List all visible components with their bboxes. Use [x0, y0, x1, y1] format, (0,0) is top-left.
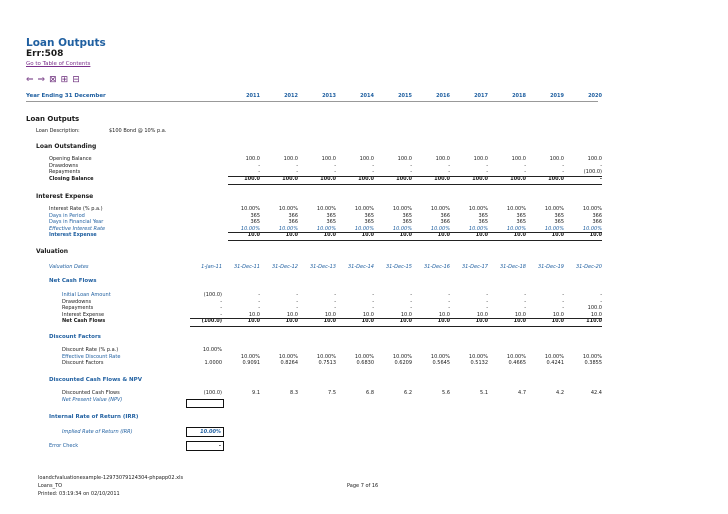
loan-outstanding-row-value: 100.0 [244, 175, 260, 182]
net-cash-flow-row-value: - [220, 305, 222, 311]
loan-outstanding-row-value: 100.0 [396, 175, 412, 182]
net-cash-flow-row-value: - [486, 292, 488, 298]
loan-outstanding-row-value: 100.0 [473, 156, 488, 162]
valuation-date-cell: 31-Dec-18 [499, 264, 526, 270]
dcf-row-value: 5.1 [480, 390, 488, 396]
net-cash-flow-row-value: (100.0) [203, 292, 222, 298]
net-cash-flow-row-value: 10.0 [285, 318, 298, 324]
interest-expense-row-value: 10.00% [392, 206, 412, 212]
footer-filename: loandcfvaluationexample-12973079124304-phpapp02.xls [38, 475, 184, 481]
net-cash-flow-row-value: - [600, 298, 602, 305]
dcf-row-value: 6.2 [404, 390, 412, 396]
interest-expense-row-value: 10.00% [468, 225, 488, 232]
interest-expense-row-value: 365 [326, 219, 336, 225]
net-cash-flow-row-value: - [448, 292, 450, 298]
interest-expense-row-value: 10.00% [506, 206, 526, 212]
grid-icon[interactable]: ⊞ [60, 75, 69, 85]
discount-factor-row-value: 10.00% [240, 353, 260, 360]
interest-expense-row-value: 10.00% [544, 206, 564, 212]
valuation-date-cell: 31-Dec-16 [423, 264, 450, 270]
net-cash-flow-row-value: (100.0) [201, 318, 222, 324]
loan-outstanding-row-value: - [334, 162, 336, 169]
net-cash-flow-row-value: 10.0 [400, 311, 412, 318]
net-cash-flow-row-value: - [562, 292, 564, 298]
discount-factor-row-value: 0.5132 [470, 360, 488, 366]
interest-expense-row-value: 10.0 [361, 232, 374, 238]
year-header-cell: 2020 [588, 93, 602, 99]
year-header-cell: 2016 [436, 93, 450, 99]
valuation-date-cell: 31-Dec-14 [347, 264, 374, 270]
loan-outstanding-row-value: (100.0) [583, 169, 602, 175]
loan-outstanding-row-value: - [599, 175, 602, 182]
net-cash-flow-row-label: Initial Loan Amount [62, 292, 111, 298]
interest-expense-rule [228, 232, 602, 233]
discount-factor-row-label: Discount Rate (% p.a.) [62, 347, 119, 353]
interest-expense-row-value: 10.0 [513, 232, 526, 238]
interest-expense-row-value: 10.0 [285, 232, 298, 238]
interest-expense-row-value: 10.00% [544, 225, 564, 232]
net-cash-flow-row-value: - [372, 298, 374, 305]
net-cash-flow-row-value: - [258, 305, 260, 311]
interest-expense-underline [228, 240, 602, 241]
loan-outstanding-row-value: 100.0 [549, 156, 564, 162]
discount-factor-row-value: 10.00% [582, 353, 602, 360]
discount-factor-row-value: 0.3855 [584, 360, 602, 366]
interest-expense-row-value: 10.0 [247, 232, 260, 238]
net-cash-flows-underline [190, 326, 602, 327]
loan-outstanding-row-label: Opening Balance [49, 156, 92, 162]
net-cash-flow-row-value: - [410, 298, 412, 305]
error-label: Err:508 [26, 49, 64, 59]
interest-expense-row-value: 366 [592, 212, 602, 219]
interest-expense-row-value: 10.0 [323, 232, 336, 238]
loan-outstanding-row-value: - [258, 162, 260, 169]
interest-expense-row-value: 10.00% [582, 225, 602, 232]
net-cash-flow-row-value: - [296, 305, 298, 311]
discount-factor-row-value: 10.00% [468, 353, 488, 360]
net-cash-flow-row-label: Net Cash Flows [62, 318, 106, 324]
interest-expense-row-label: Effective Interest Rate [49, 225, 106, 232]
year-header-cell: 2011 [246, 93, 260, 99]
net-cash-flow-row-value: 10.0 [475, 318, 488, 324]
loan-outstanding-row-value: - [448, 169, 450, 175]
loan-outstanding-row-value: 100.0 [397, 156, 412, 162]
interest-expense-row-value: 366 [288, 219, 298, 225]
discount-factor-row-value: 10.00% [316, 353, 336, 360]
net-cash-flow-row-value: - [334, 298, 336, 305]
net-cash-flow-row-value: 10.0 [590, 311, 602, 318]
interest-expense-row-value: 10.00% [506, 225, 526, 232]
interest-expense-row-value: 366 [440, 212, 450, 219]
dcf-row-label: Net Present Value (NPV) [62, 396, 123, 403]
loan-outstanding-row-label: Repayments [49, 169, 81, 175]
discount-factor-row-value: 0.6830 [356, 360, 374, 366]
interest-expense-row-value: 10.00% [278, 225, 298, 232]
valuation-date-cell: 31-Dec-20 [575, 264, 602, 270]
net-cash-flow-row-value: - [296, 298, 298, 305]
arrow-right-icon[interactable]: ⇒ [37, 75, 46, 85]
loan-outstanding-row-value: - [448, 162, 450, 169]
page-icon[interactable]: ⊟ [72, 75, 80, 85]
net-cash-flow-row-label: Repayments [62, 305, 94, 311]
loan-outstanding-row-value: - [486, 162, 488, 169]
dcf-row-value: 42.4 [590, 390, 602, 396]
discount-factor-row-value: 10.00% [506, 353, 526, 360]
net-cash-flow-row-value: - [486, 298, 488, 305]
loan-outstanding-row-value: 100.0 [435, 156, 450, 162]
discount-factor-row-value: 0.7513 [318, 360, 336, 366]
loan-outstanding-row-value: 100.0 [359, 156, 374, 162]
year-header-cell: 2018 [512, 93, 526, 99]
irr-title: Internal Rate of Return (IRR) [49, 414, 139, 420]
net-cash-flow-row-value: 10.0 [514, 311, 526, 318]
valuation-dates-label: Valuation Dates [49, 264, 89, 270]
interest-expense-row-value: 365 [326, 212, 336, 219]
loan-outstanding-row-label: Drawdowns [49, 162, 79, 169]
loan-outstanding-row-value: - [296, 162, 298, 169]
net-cash-flows-title: Net Cash Flows [49, 278, 97, 284]
net-cash-flow-row-value: - [296, 292, 298, 298]
loan-outstanding-row-value: 100.0 [511, 156, 526, 162]
loan-outstanding-row-value: 100.0 [321, 156, 336, 162]
irr-value: 10.00% [200, 429, 221, 435]
discount-factor-row-value: 10.00% [278, 353, 298, 360]
loan-outstanding-row-value: 100.0 [245, 156, 260, 162]
loan-outstanding-row-value: - [486, 169, 488, 175]
interest-expense-row-value: 365 [250, 212, 260, 219]
loan-outstanding-row-value: 100.0 [510, 175, 526, 182]
discount-factor-row-value: 0.6209 [394, 360, 412, 366]
net-cash-flow-row-value: 10.0 [399, 318, 412, 324]
discount-factor-row-value: 0.8264 [280, 360, 298, 366]
interest-expense-title: Interest Expense [36, 193, 94, 200]
error-check-label: Error Check [49, 443, 79, 449]
loan-outstanding-row-value: 100.0 [548, 175, 564, 182]
discount-factor-row-value: 1.0000 [204, 360, 222, 366]
footer-page: Page 7 of 16 [347, 483, 379, 489]
net-cash-flow-row-value: 10.0 [476, 311, 488, 318]
net-cash-flow-row-value: - [486, 305, 488, 311]
loan-outstanding-row-value: - [410, 169, 412, 175]
net-cash-flow-row-value: 10.0 [513, 318, 526, 324]
loan-outstanding-row-value: 100.0 [320, 175, 336, 182]
valuation-date-cell: 31-Dec-15 [385, 264, 412, 270]
arrow-left-icon[interactable]: ⇐ [26, 75, 34, 85]
valuation-date-cell: 1-Jan-11 [201, 264, 222, 270]
discount-factor-row-value: 0.4241 [546, 360, 564, 366]
valuation-date-cell: 31-Dec-12 [271, 264, 298, 270]
table-of-contents-link[interactable]: Go to Table of Contents [26, 61, 91, 67]
loan-outstanding-row-label: Closing Balance [49, 175, 94, 182]
interest-expense-row-value: 10.0 [589, 232, 602, 238]
irr-label: Implied Rate of Return (IRR) [62, 429, 133, 435]
year-header-cell: 2014 [360, 93, 374, 99]
year-header-cell: 2013 [322, 93, 336, 99]
net-cash-flow-row-value: - [600, 292, 602, 298]
loan-outstanding-row-value: 100.0 [434, 175, 450, 182]
valuation-title: Valuation [36, 248, 69, 255]
interest-expense-row-value: 366 [592, 219, 602, 225]
interest-expense-row-value: 365 [478, 212, 488, 219]
loan-outstanding-row-value: - [334, 169, 336, 175]
net-cash-flow-row-value: 100.0 [587, 305, 602, 311]
header-divider [26, 101, 598, 102]
closing-balance-underline [228, 184, 602, 185]
valuation-date-cell: 31-Dec-19 [537, 264, 564, 270]
interest-expense-row-label: Days in Financial Year [49, 219, 104, 225]
net-cash-flow-row-value: - [334, 292, 336, 298]
footer-printed: Printed: 03:19:34 on 02/10/2011 [38, 491, 120, 497]
discount-factors-title: Discount Factors [49, 334, 101, 340]
net-cash-flow-row-value: 10.0 [438, 311, 450, 318]
discount-factor-row-value: 0.4665 [508, 360, 526, 366]
interest-expense-row-value: 365 [554, 219, 564, 225]
valuation-date-cell: 31-Dec-13 [309, 264, 336, 270]
discount-factor-row-value: 10.00% [392, 353, 412, 360]
loan-outstanding-title: Loan Outstanding [36, 143, 97, 150]
interest-expense-row-value: 10.0 [437, 232, 450, 238]
net-cash-flow-row-value: 10.0 [248, 311, 260, 318]
closing-balance-rule [228, 176, 602, 177]
loan-outstanding-row-value: - [524, 169, 526, 175]
interest-expense-row-value: 365 [402, 212, 412, 219]
interest-expense-row-value: 365 [250, 219, 260, 225]
net-cash-flow-row-value: - [524, 305, 526, 311]
net-cash-flows-rule [190, 318, 602, 319]
loan-outstanding-row-value: 100.0 [283, 156, 298, 162]
dcf-row-value: - [220, 396, 222, 403]
loan-outstanding-row-value: - [410, 162, 412, 169]
interest-expense-row-value: 10.00% [430, 206, 450, 212]
year-header-row [0, 93, 728, 100]
net-cash-flow-row-value: - [258, 298, 260, 305]
interest-expense-row-value: 10.00% [240, 225, 260, 232]
loan-description-label: Loan Description: [36, 128, 80, 134]
discount-factor-row-value: 10.00% [354, 353, 374, 360]
section-title: Loan Outputs [26, 115, 80, 123]
npv-box [186, 396, 224, 408]
year-header-cell: 2012 [284, 93, 298, 99]
net-cash-flow-row-label: Drawdowns [62, 298, 92, 305]
loan-outstanding-row-value: - [524, 162, 526, 169]
loan-description-value: $100 Bond @ 10% p.a. [109, 128, 167, 134]
box-icon[interactable]: ⊠ [49, 75, 57, 85]
interest-expense-row-label: Interest Rate (% p.a.) [49, 206, 103, 212]
net-cash-flow-row-value: - [372, 292, 374, 298]
year-header-cell: 2017 [474, 93, 488, 99]
interest-expense-row-value: 365 [554, 212, 564, 219]
net-cash-flow-row-value: 10.0 [286, 311, 298, 318]
interest-expense-row-value: 365 [364, 219, 374, 225]
valuation-dates-row [0, 264, 728, 271]
loan-outstanding-row-value: - [372, 162, 374, 169]
valuation-date-cell: 31-Dec-11 [233, 264, 260, 270]
net-cash-flow-row-value: 10.0 [362, 311, 374, 318]
dcf-row-value: (100.0) [203, 390, 222, 396]
year-header-cell: 2019 [550, 93, 564, 99]
interest-expense-row-value: 10.00% [354, 225, 374, 232]
net-cash-flow-row-value: - [372, 305, 374, 311]
interest-expense-row-value: 365 [478, 219, 488, 225]
net-cash-flow-row-value: 10.0 [551, 318, 564, 324]
interest-expense-row-value: 10.0 [475, 232, 488, 238]
dcf-row-value: 7.5 [328, 390, 336, 396]
net-cash-flow-row-value: 10.0 [437, 318, 450, 324]
loan-outstanding-row-value: - [600, 162, 602, 169]
net-cash-flow-row-value: - [334, 305, 336, 311]
loan-outstanding-row-value: 100.0 [587, 156, 602, 162]
interest-expense-row-value: 365 [402, 219, 412, 225]
interest-expense-row-value: 10.0 [551, 232, 564, 238]
loan-outstanding-row-value: 100.0 [358, 175, 374, 182]
interest-expense-row-value: 10.00% [316, 225, 336, 232]
net-cash-flow-row-value: - [258, 292, 260, 298]
interest-expense-row-value: 10.00% [582, 206, 602, 212]
footer-sheet: Loans_TO [38, 483, 63, 489]
net-cash-flow-row-value: - [524, 298, 526, 305]
dcf-npv-title: Discounted Cash Flows & NPV [49, 377, 142, 383]
interest-expense-row-value: 10.0 [399, 232, 412, 238]
net-cash-flow-row-value: - [448, 305, 450, 311]
interest-expense-row-value: 365 [516, 219, 526, 225]
year-ending-label: Year Ending 31 December [26, 93, 106, 99]
valuation-date-cell: 31-Dec-17 [461, 264, 488, 270]
dcf-row-value: 6.8 [366, 390, 374, 396]
interest-expense-row-value: 365 [516, 212, 526, 219]
net-cash-flow-row-value: - [220, 311, 222, 318]
net-cash-flow-row-value: - [524, 292, 526, 298]
dcf-row-value: 9.1 [252, 390, 260, 396]
net-cash-flow-row-value: 110.0 [586, 318, 602, 324]
loan-outstanding-row-value: - [372, 169, 374, 175]
interest-expense-row-value: 10.00% [278, 206, 298, 212]
net-cash-flow-row-label: Interest Expense [62, 311, 105, 318]
discount-factor-row-value: 0.5645 [432, 360, 450, 366]
net-cash-flow-row-value: 10.0 [247, 318, 260, 324]
net-cash-flow-row-value: - [448, 298, 450, 305]
interest-expense-row-label: Interest Expense [49, 232, 97, 238]
loan-outstanding-row-value: 100.0 [472, 175, 488, 182]
discount-factor-row-value: 10.00% [544, 353, 564, 360]
interest-expense-row-value: 10.00% [240, 206, 260, 212]
net-cash-flow-row-value: 10.0 [323, 318, 336, 324]
discount-factor-row-label: Effective Discount Rate [62, 353, 121, 360]
net-cash-flow-row-value: 10.0 [552, 311, 564, 318]
net-cash-flow-row-value: - [410, 305, 412, 311]
interest-expense-row-value: 365 [364, 212, 374, 219]
interest-expense-row-value: 10.00% [468, 206, 488, 212]
interest-expense-row-value: 10.00% [354, 206, 374, 212]
discount-factor-row-label: Discount Factors [62, 360, 104, 366]
dcf-row-value: 5.6 [442, 390, 450, 396]
page-title: Loan Outputs [26, 37, 106, 49]
dcf-row-value: 8.3 [290, 390, 298, 396]
navigation-icons [26, 67, 84, 86]
discount-factor-row-value: 0.9091 [242, 360, 260, 366]
loan-outstanding-row-value: - [562, 162, 564, 169]
dcf-row-value: 4.2 [556, 390, 564, 396]
loan-outstanding-row-value: - [562, 169, 564, 175]
interest-expense-row-value: 366 [288, 212, 298, 219]
dcf-row-value: 4.7 [518, 390, 526, 396]
error-check-value: - [218, 443, 221, 449]
loan-outstanding-row-value: - [258, 169, 260, 175]
interest-expense-row-value: 366 [440, 219, 450, 225]
interest-expense-row-value: 10.00% [392, 225, 412, 232]
discount-factor-row-value: 10.00% [430, 353, 450, 360]
interest-expense-row-value: 10.00% [430, 225, 450, 232]
net-cash-flow-row-value: - [562, 298, 564, 305]
discount-factor-row-value: 10.00% [202, 347, 222, 353]
loan-outstanding-row-value: - [296, 169, 298, 175]
dcf-row-label: Discounted Cash Flows [62, 390, 120, 396]
net-cash-flow-row-value: - [220, 298, 222, 305]
net-cash-flow-row-value: 10.0 [324, 311, 336, 318]
net-cash-flow-row-value: - [562, 305, 564, 311]
net-cash-flow-row-value: 10.0 [361, 318, 374, 324]
interest-expense-row-label: Days in Period [49, 212, 85, 219]
year-header-cell: 2015 [398, 93, 412, 99]
interest-expense-row-value: 10.00% [316, 206, 336, 212]
net-cash-flow-row-value: - [410, 292, 412, 298]
loan-outstanding-row-value: 100.0 [282, 175, 298, 182]
